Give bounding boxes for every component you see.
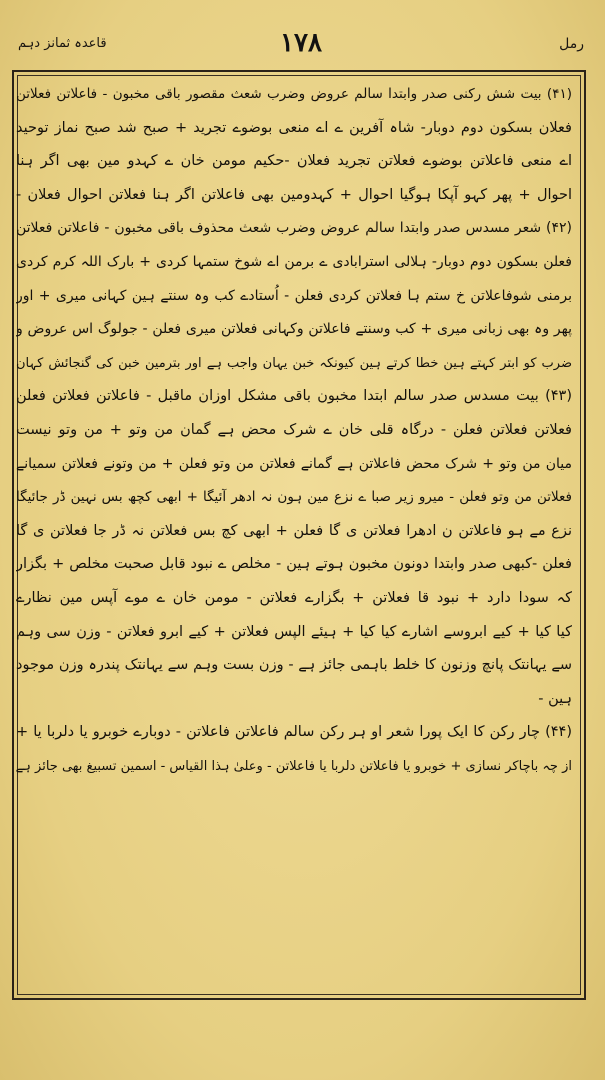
- text-line: نزع مے ہو فاعلاتن ن ادھرا فعلاتن ی گا فعلن + ابھی کچ بس فعلاتن نہ ڈر جا فعلاتن ی گا: [16, 522, 572, 539]
- text-line: کیا کیا + کیے ابروسے اشارے کیا کیا + ہیئے الپس فعلاتن + کیے ابرو فعلاتن - وزن سی وہم: [16, 623, 572, 640]
- bottom-margin: [0, 1020, 605, 1080]
- text-line: میان من وتو + شرک محض فاعلاتن ہے گمانے فعلاتن من وتو فعلن + من وتونے فعلاتن سمیانے: [16, 455, 572, 472]
- text-line: کہ سودا دارد + نبود قا فعلاتن + بگزارے فعلاتن - مومن خان ے موے آپس مین نظارے: [16, 589, 572, 606]
- text-line: فعلن -کبھی صدر وابتدا دونون مخبون ہوتے ہین - مخلص ے نبود قابل صحبت مخلص + بگزار: [16, 556, 572, 573]
- text-line: فعلاتن من وتو فعلن - میرو زیر صبا ے نزع مین ہون نہ ادھر آئیگا + ابھی کچھ بس نہین ڈر جائیگا: [16, 489, 572, 506]
- text-line: فعلان بسکون دوم دوبار- شاہ آفرین ے اے منعی بوضوے تجرید + صبح شد صبح نماز توحید: [16, 119, 572, 136]
- text-line: (۴۲) شعر مسدس صدر وابتدا سالم عروض وضرب شعث محذوف باقی مخبون - فاعلاتن فعلاتن: [16, 220, 572, 237]
- text-line: ہین -: [538, 690, 572, 707]
- text-line: سے یہانتک پانچ وزنون کا خلط باہمی جائز ہے - وزن بست وہم سے یہانتک پندرہ وزن موجود: [16, 657, 572, 674]
- text-line: اے منعی فاعلاتن بوضوے فعلاتن تجرید فعلان -حکیم مومن خان ے کہدو مین بھی اگر ہنا: [16, 153, 572, 170]
- running-head-right: رمل: [559, 36, 584, 52]
- running-head-left: قاعدہ ثمانز دہم: [18, 36, 107, 51]
- text-line: (۴۳) بیت مسدس صدر سالم ابتدا مخبون باقی مشکل اوزان ماقبل - فاعلاتن فعلاتن فعلن: [16, 388, 572, 405]
- running-head: [12, 28, 590, 68]
- text-line: برمنی شوفاعلاتن خ ستم ہا فعلاتن کردی فعلن - اُستادے کب وہ سنتے ہین کہانی میری + اور: [16, 287, 572, 304]
- text-line: ضرب کو ابتر کہتے ہین خطا کرتے ہین کیونکہ خبن یہان واجب ہے اور بترمین خبن کی گنجائش کہان: [16, 355, 572, 371]
- text-line: از چہ باچاکر نسازی + خوبرو یا فاعلاتن دلربا یا فاعلاتن - وعلیٰ ہذا القیاس - اسمین تسبیغ بھی جائز ہے: [16, 758, 572, 774]
- text-line: (۴۱) بیت شش رکنی صدر وابتدا سالم عروض وضرب شعث مقصور باقی مخبون - فاعلاتن فعلاتن: [16, 86, 572, 102]
- body-text: [16, 78, 572, 783]
- text-line: احوال + پھر کہو آپکا ہوگیا احوال + کہدومین بھی فاعلاتن اگر ہنا فعلاتن احوال فعلان -: [16, 186, 572, 203]
- text-line: فعلاتن فعلاتن فعلن - درگاہ قلی خان ے شرک محض ہے گمان من وتو + من وتو نیست: [16, 421, 572, 438]
- text-line: (۴۴) چار رکن کا ایک پورا شعر او ہر رکن سالم فاعلاتن فاعلاتن - دوبارے خوبرو یا دلربا یا +: [16, 724, 572, 741]
- text-line: فعلن بسکون دوم دوبار- ہلالی استرابادی ے برمن اے شوخ ستمہا کردی + بارک اللہ کرم کردی: [16, 253, 572, 270]
- page-number: ۱۷۸: [280, 28, 322, 58]
- text-line: پھر وہ بھی زبانی میری + کب وسنتے فاعلاتن وکہانی فعلاتن میری فعلن - جولوگ اس عروض و: [16, 321, 572, 338]
